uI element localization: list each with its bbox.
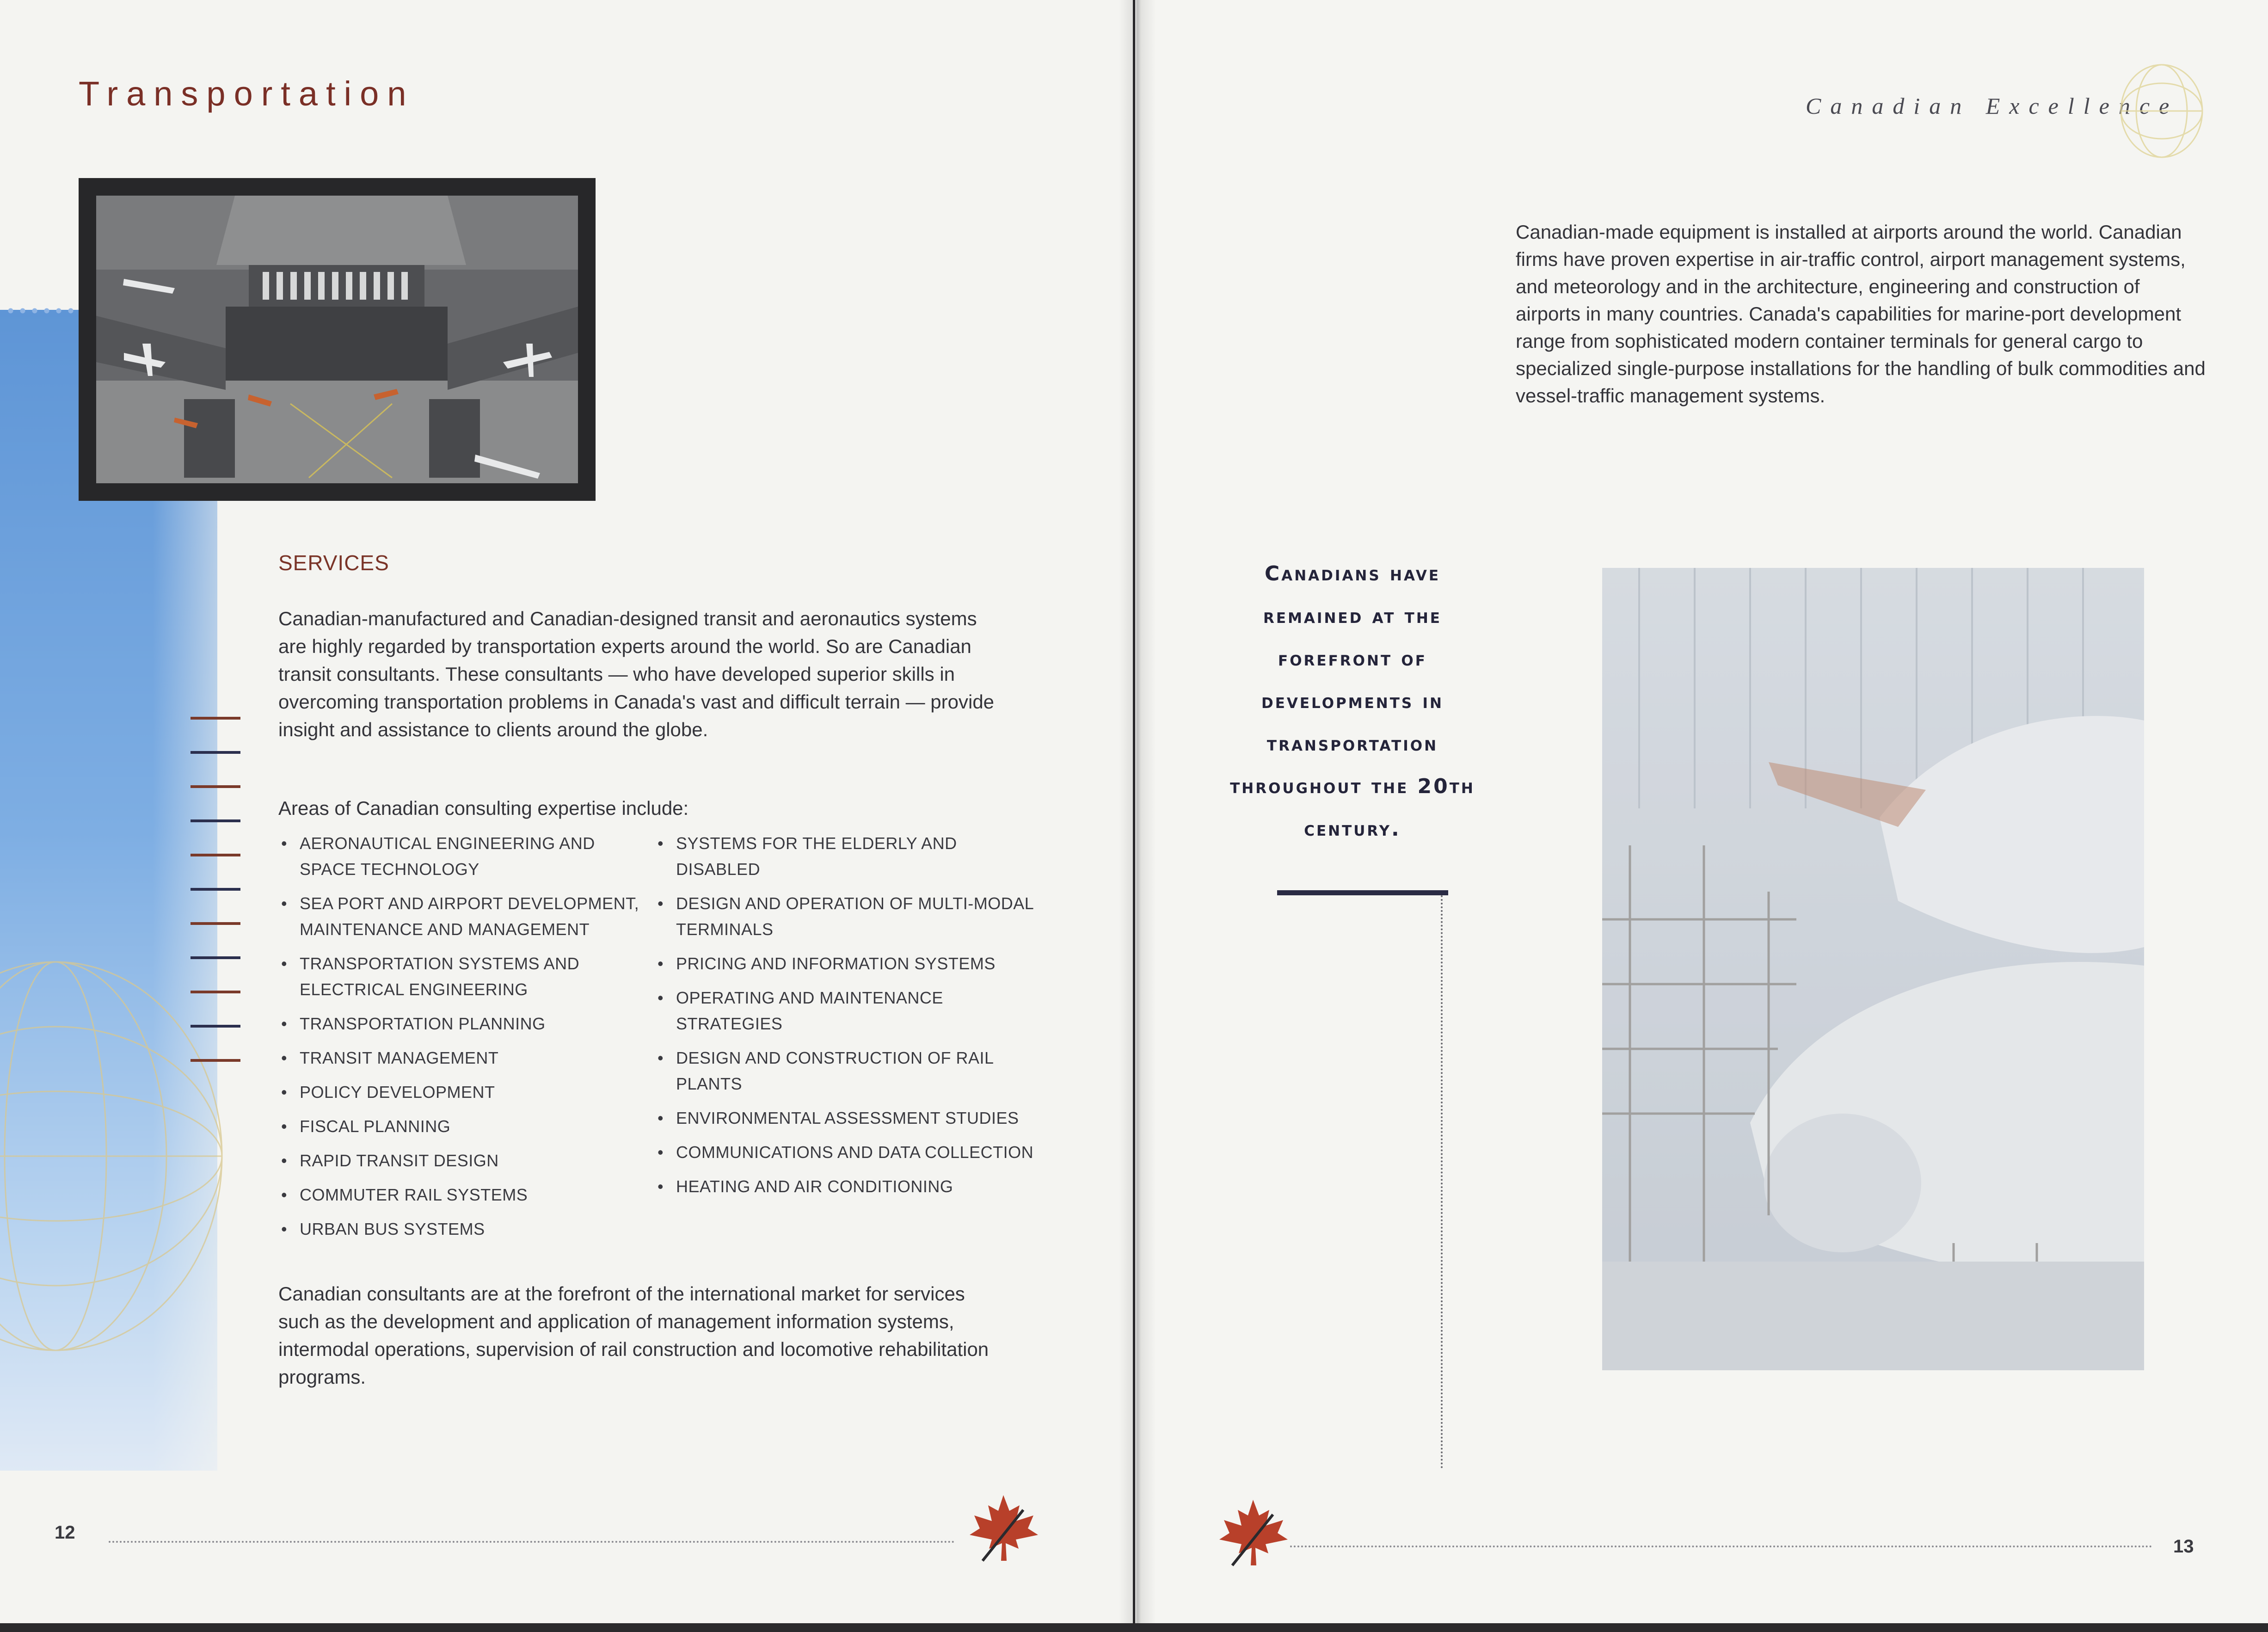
- services-subhead: SERVICES: [278, 551, 389, 575]
- right-paragraph: Canadian-made equipment is installed at airports around the world. Canadian firms have proven expertise in air-traffic control, airport management systems, and meteorology and in the architecture, engineering and construction of airports in many countries. Canada's capabilities for marine-port development range from sophisticated modern container terminals for general cargo to specialized single-purpose installations for the handling of bulk commodities and vessel-traffic management systems.: [1516, 221, 2206, 406]
- left-page: [0, 0, 1133, 1623]
- areas-intro: Areas of Canadian consulting expertise include:: [278, 797, 689, 819]
- dash-navy: [191, 819, 240, 822]
- page-number-right: 13: [2173, 1536, 2194, 1557]
- page-number-left: 12: [55, 1522, 75, 1543]
- list-item: • TRANSIT MANAGEMENT: [279, 1045, 649, 1071]
- list-item: • DESIGN AND OPERATION OF MULTI-MODAL TERMINALS: [656, 891, 1039, 942]
- airport-aerial-photo: [96, 196, 578, 483]
- list-item: • TRANSPORTATION SYSTEMS AND ELECTRICAL ENGINEERING: [279, 951, 649, 1003]
- aircraft-hangar-photo: [1602, 568, 2144, 1370]
- pull-quote-rule: [1277, 890, 1448, 895]
- list-item: • AERONAUTICAL ENGINEERING AND SPACE TECHNOLOGY: [279, 831, 649, 882]
- maple-leaf-icon: [964, 1491, 1043, 1565]
- dash-brown: [191, 922, 240, 925]
- list-item: • URBAN BUS SYSTEMS: [279, 1216, 649, 1242]
- dash-navy: [191, 1025, 240, 1028]
- list-item: • POLICY DEVELOPMENT: [279, 1079, 649, 1105]
- pull-quote-dotted-line: [1441, 895, 1443, 1469]
- decorative-dashes: [191, 717, 240, 1078]
- section-title: Transportation: [79, 74, 415, 113]
- hangar-photo-container: [1602, 568, 2144, 1370]
- dash-navy: [191, 956, 240, 959]
- footer-dotted-rule-right: [1290, 1546, 2152, 1547]
- list-item: • OPERATING AND MAINTENANCE STRATEGIES: [656, 985, 1039, 1037]
- dash-brown: [191, 1059, 240, 1062]
- dash-brown: [191, 785, 240, 788]
- list-item: • COMMUTER RAIL SYSTEMS: [279, 1182, 649, 1208]
- globe-line-art-icon: [2115, 60, 2208, 162]
- list-item: • FISCAL PLANNING: [279, 1114, 649, 1139]
- dash-brown: [191, 854, 240, 856]
- dotted-accent-line: [5, 308, 79, 314]
- expertise-list-right: [656, 831, 1039, 1208]
- list-item: • SEA PORT AND AIRPORT DEVELOPMENT, MAINTENANCE AND MANAGEMENT: [279, 891, 649, 942]
- airport-photo-frame: [79, 178, 596, 501]
- list-item: • COMMUNICATIONS AND DATA COLLECTION: [656, 1139, 1039, 1165]
- list-item: • PRICING AND INFORMATION SYSTEMS: [656, 951, 1039, 977]
- dash-brown: [191, 991, 240, 993]
- list-item: • DESIGN AND CONSTRUCTION OF RAIL PLANTS: [656, 1045, 1039, 1097]
- footer-dotted-rule-left: [109, 1541, 955, 1543]
- closing-paragraph: Canadian consultants are at the forefront of the international market for services such as the development and application of management information systems, intermodal operations, supervision of rail construction and locomotive rehabilitation programs.: [278, 1283, 989, 1388]
- list-item: • RAPID TRANSIT DESIGN: [279, 1148, 649, 1174]
- book-gutter: [1119, 0, 1156, 1623]
- list-item: • ENVIRONMENTAL ASSESSMENT STUDIES: [656, 1105, 1039, 1131]
- pull-quote: Canadians have remained at the forefront of developments in transportation throughout the 20th century.: [1230, 562, 1475, 841]
- dash-navy: [191, 751, 240, 754]
- running-head: Canadian Excellence: [1806, 93, 2179, 119]
- list-item: • HEATING AND AIR CONDITIONING: [656, 1174, 1039, 1200]
- dash-navy: [191, 888, 240, 891]
- intro-paragraph: Canadian-manufactured and Canadian-designed transit and aeronautics systems are highly regarded by transportation experts around the world. So are Canadian transit consultants. These consultants — who have developed superior skills in overcoming transportation problems in Canada's vast and difficult terrain — provide insight and assistance to clients around the globe.: [278, 608, 995, 740]
- maple-leaf-icon: [1214, 1496, 1292, 1570]
- expertise-list-left: [279, 831, 649, 1250]
- list-item: • TRANSPORTATION PLANNING: [279, 1011, 649, 1037]
- dash-brown: [191, 717, 240, 720]
- list-item: • SYSTEMS FOR THE ELDERLY AND DISABLED: [656, 831, 1039, 882]
